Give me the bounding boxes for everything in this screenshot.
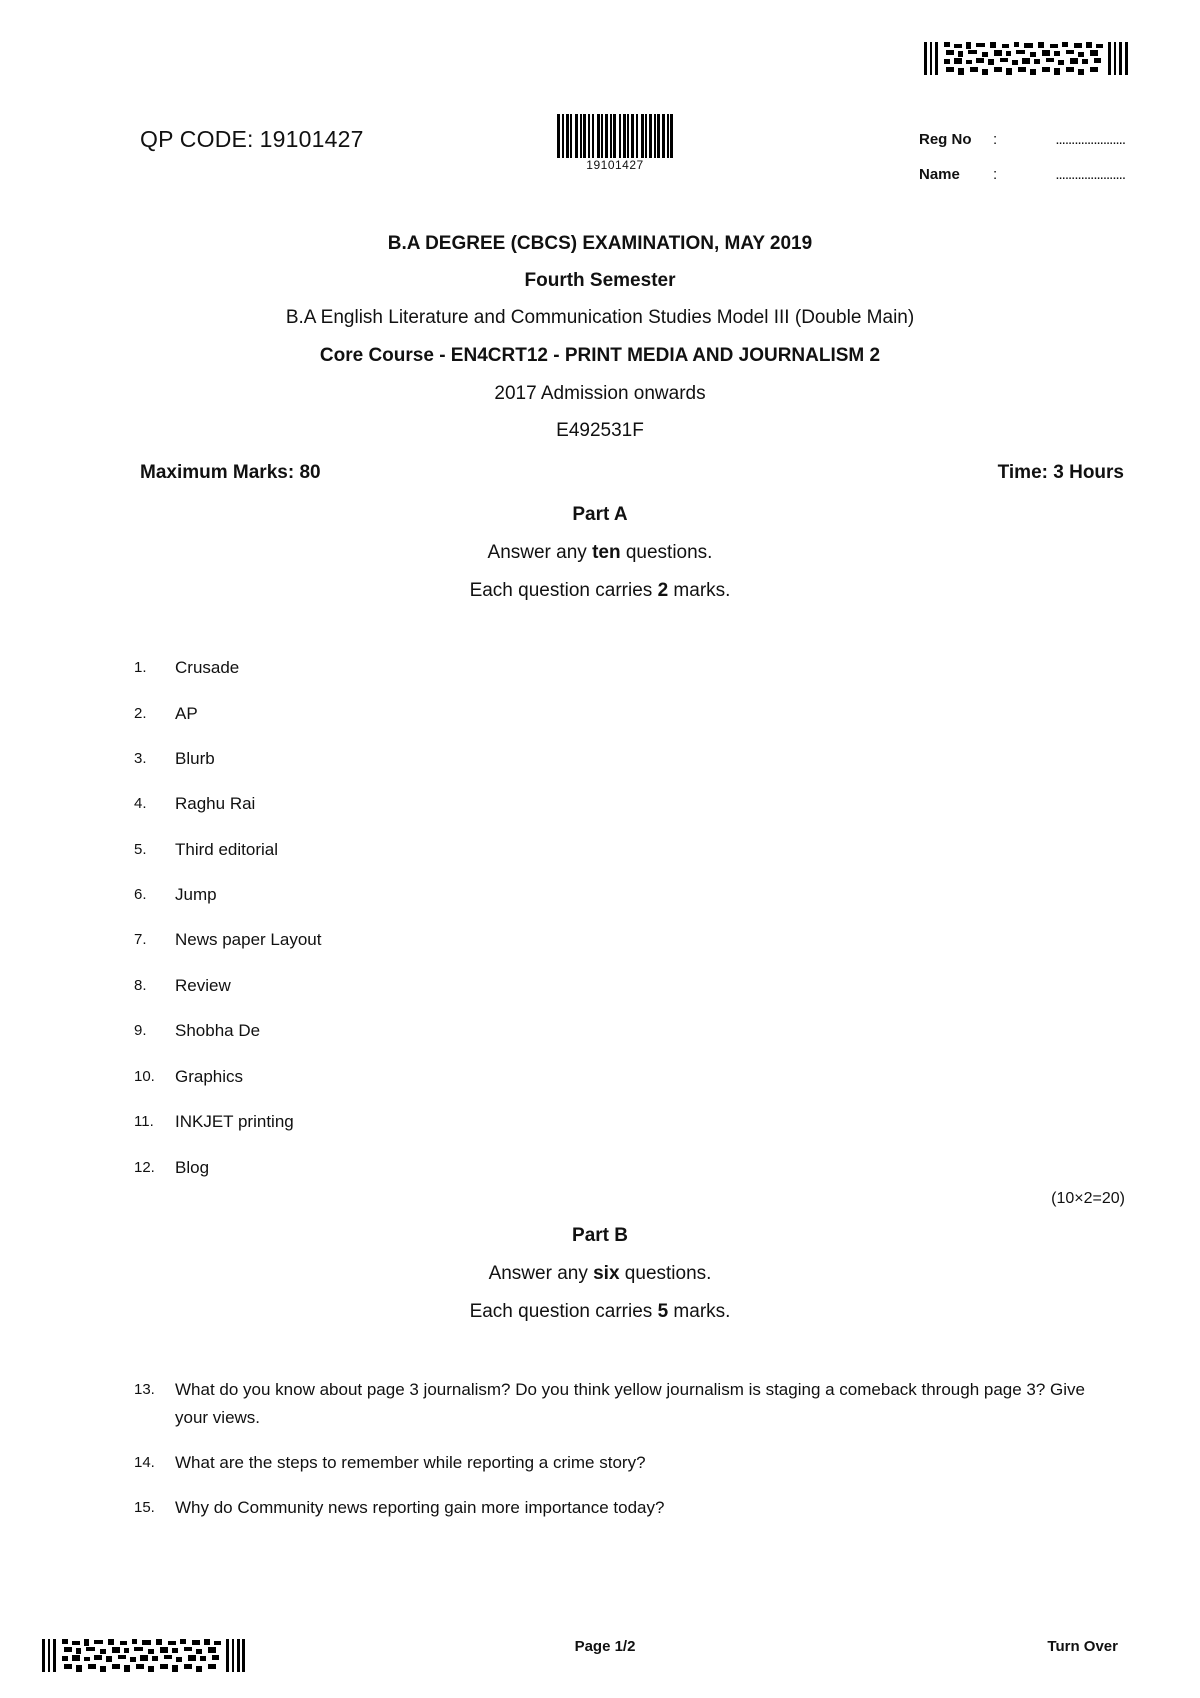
- question-item: [134, 926, 1100, 954]
- question-item: [134, 745, 1100, 773]
- course-title: Core Course - EN4CRT12 - PRINT MEDIA AND JOURNALISM 2: [319, 345, 881, 366]
- semester-title: Fourth Semester: [524, 270, 676, 291]
- part-b-instruction-2-pre: Each question carries: [469, 1301, 658, 1322]
- question-number: 11.: [134, 1113, 154, 1130]
- part-a-instruction-1-bold: ten: [592, 542, 621, 563]
- question-text: AP: [175, 704, 198, 723]
- question-number: 5.: [134, 841, 147, 858]
- question-item: [134, 1376, 1100, 1432]
- part-a-marks-note: (10×2=20): [1051, 1190, 1125, 1207]
- turn-over-note: Turn Over: [1047, 1638, 1118, 1655]
- question-text: What do you know about page 3 journalism? Do you think yellow journalism is staging a comeback through page 3? Give your views.: [175, 1380, 1086, 1427]
- question-item: [134, 1063, 1100, 1091]
- question-item: [134, 654, 1100, 682]
- part-a-instruction-2: [0, 580, 1200, 602]
- question-text: Why do Community news reporting gain more importance today?: [175, 1498, 665, 1517]
- question-number: 4.: [134, 795, 147, 812]
- question-text: Third editorial: [175, 840, 278, 859]
- question-number: 2.: [134, 705, 147, 722]
- question-number: 14.: [134, 1454, 155, 1471]
- part-a-instruction-1-pre: Answer any: [487, 542, 593, 563]
- question-text: Crusade: [175, 658, 240, 677]
- question-number: 8.: [134, 977, 147, 994]
- question-text: Blog: [175, 1158, 210, 1177]
- question-number: 1.: [134, 659, 147, 676]
- part-b-instruction-1-bold: six: [593, 1263, 620, 1284]
- reg-no-colon: :: [993, 131, 998, 148]
- question-number: 9.: [134, 1022, 147, 1039]
- question-item: [134, 836, 1100, 864]
- question-item: [134, 1449, 1100, 1477]
- paper-code: E492531F: [556, 420, 644, 441]
- name-label: Name: [919, 166, 960, 183]
- name-row: [919, 166, 1125, 183]
- question-text: Shobha De: [175, 1021, 261, 1040]
- question-item: [134, 1494, 1100, 1522]
- bottom-left-barcode-image: [42, 1639, 246, 1672]
- question-number: 12.: [134, 1159, 155, 1176]
- part-a-instruction-2-post: marks.: [668, 580, 731, 601]
- question-text: Review: [175, 976, 231, 995]
- question-number: 3.: [134, 750, 147, 767]
- part-b-instruction-1-post: questions.: [619, 1263, 712, 1284]
- qp-code: [140, 126, 364, 153]
- part-b-instruction-2-post: marks.: [668, 1301, 731, 1322]
- question-text: What are the steps to remember while reporting a crime story?: [175, 1453, 646, 1472]
- question-text: Blurb: [175, 749, 215, 768]
- question-item: [134, 790, 1100, 818]
- reg-no-label: Reg No: [919, 131, 972, 148]
- question-text: Jump: [175, 885, 217, 904]
- question-text: Raghu Rai: [175, 794, 256, 813]
- barcode-number: 19101427: [586, 158, 644, 172]
- reg-no-row: [919, 131, 1125, 148]
- question-item: [134, 1017, 1100, 1045]
- question-text: Graphics: [175, 1067, 244, 1086]
- part-a-instruction-1-post: questions.: [620, 542, 713, 563]
- qp-code-barcode-image: [557, 114, 673, 158]
- part-b-instruction-2: [0, 1301, 1200, 1323]
- question-number: 13.: [134, 1381, 155, 1398]
- question-item: [134, 1108, 1100, 1136]
- name-colon: :: [993, 166, 998, 183]
- programme-title: B.A English Literature and Communication Studies Model III (Double Main): [285, 307, 915, 328]
- qp-code-value: 19101427: [259, 126, 364, 152]
- question-number: 7.: [134, 931, 147, 948]
- qp-code-label: QP CODE:: [140, 126, 254, 152]
- question-item: [134, 700, 1100, 728]
- name-field: ......................: [1055, 166, 1125, 183]
- maximum-marks: Maximum Marks: 80: [140, 462, 321, 483]
- admission-note: 2017 Admission onwards: [494, 383, 706, 404]
- reg-no-field: ......................: [1055, 131, 1125, 148]
- top-right-barcode-image: [924, 42, 1130, 75]
- part-b-instruction-2-bold: 5: [657, 1301, 669, 1322]
- question-text: News paper Layout: [175, 930, 322, 949]
- question-number: 10.: [134, 1068, 155, 1085]
- question-number: 15.: [134, 1499, 155, 1516]
- question-item: [134, 881, 1100, 909]
- part-a-instruction-1: [0, 542, 1200, 564]
- part-a-instruction-2-bold: 2: [657, 580, 669, 601]
- page-number: Page 1/2: [574, 1638, 636, 1655]
- part-a-instruction-2-pre: Each question carries: [469, 580, 658, 601]
- question-item: [134, 972, 1100, 1000]
- part-a-title: Part A: [572, 504, 628, 525]
- part-b-instruction-1: [0, 1263, 1200, 1285]
- question-item: [134, 1154, 1100, 1182]
- part-b-title: Part B: [572, 1225, 628, 1246]
- question-text: INKJET printing: [175, 1112, 294, 1131]
- question-number: 6.: [134, 886, 147, 903]
- exam-title: B.A DEGREE (CBCS) EXAMINATION, MAY 2019: [387, 233, 813, 254]
- exam-time: Time: 3 Hours: [997, 462, 1124, 483]
- part-b-instruction-1-pre: Answer any: [488, 1263, 594, 1284]
